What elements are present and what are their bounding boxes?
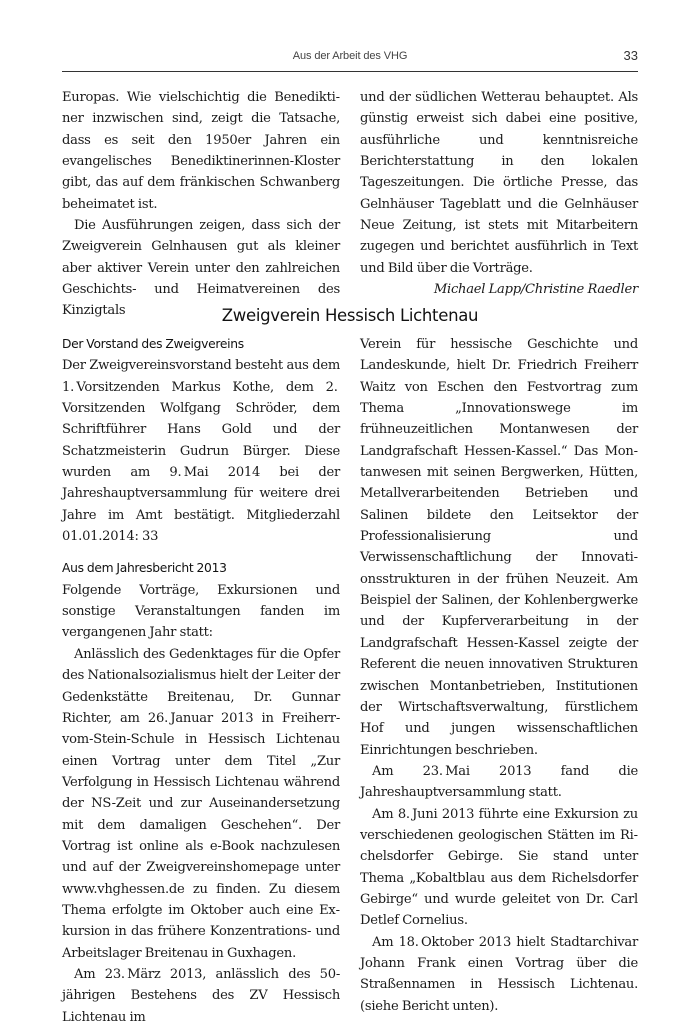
section-title: Zweigverein Hessisch Lichtenau bbox=[221, 305, 479, 325]
running-title: Aus der Arbeit des VHG bbox=[292, 50, 408, 62]
paragraph: Am 23. März 2013, anlässlich des 50-jährigen Bestehens des ZV Hessisch Lichtenau im bbox=[62, 966, 340, 1025]
paragraph: Anlässlich des Gedenktages für die Opfer des Nationalsozialismus hielt der Leiter der Gedenkstätte Breitenau, Dr. Gunnar Richter, am 26. Januar 2013 in Freiherr-vom-Stein-Schule in Hessisch Lichtenau einen Vortrag unter dem Titel „Zur Verfolgung in Hessisch Lichtenau während der NS-Zeit und zur Auseinandersetzung mit dem damaligen Geschehen“. Der Vortrag ist online als e-Book nachzulesen und auf der Zweigvereinshomepage unter www.vhghessen.de zu finden. Zu diesem Thema erfolgte im Oktober auch eine Exkursion in das frühere Konzentrations- und Arbeitslager Breitenau in Guxhagen. bbox=[62, 646, 340, 961]
page-header bbox=[62, 48, 638, 72]
paragraph: Die Ausführungen zeigen, dass sich der Zweigverein Gelnhausen gut als kleiner aber aktiver Verein unter den zahlreichen Geschichts- und Heimatvereinen des Kinzigtals bbox=[62, 218, 340, 319]
paragraph: Der Zweigvereinsvorstand besteht aus dem 1. Vorsitzenden Markus Kothe, dem 2. Vorsitzenden Wolfgang Schröder, dem Schriftführer Hans Gold und der Schatzmeisterin Gudrun Bürger. Diese wurden am 9. Mai 2014 bei der Jahreshauptversammlung für weitere drei Jahre im Amt bestätigt. Mitgliederzahl 01.01.2014: 33 bbox=[62, 358, 340, 545]
section-left-column bbox=[62, 334, 340, 1028]
paragraph: und der südlichen Wetterau behauptet. Als günstig erweist sich dabei eine positive, ausführliche und kenntnisreiche Berichterstattung in den lokalen Tageszeitungen. Die örtliche Presse, das Gelnhäuser Tageblatt und die Gelnhäuser Neue Zeitung, ist stets mit Mitarbeitern zugegen und berichtet ausführlich in Text und Bild über die Vorträge. bbox=[360, 90, 638, 276]
section-right-column bbox=[360, 334, 638, 1017]
page-number: 33 bbox=[623, 48, 638, 63]
paragraph: Am 23. Mai 2013 fand die Jahreshauptversammlung statt. bbox=[360, 763, 638, 801]
subsection-heading-jahresbericht: Aus dem Jahresbericht 2013 bbox=[62, 561, 227, 576]
paragraph: Verein für hessische Geschichte und Landeskunde, hielt Dr. Friedrich Freiherr Waitz von Eschen den Festvortrag zum Thema „Innovationswege im frühneuzeitlichen Montanwesen der Landgrafschaft Hessen-Kassel.“ Das Montanwesen mit seinen Bergwerken, Hütten, Metallverarbeitenden Betrieben und Salinen bildete den Leitsektor der Professionalisierung und Verwissenschaftlichung der Innovationsstrukturen in der frühen Neuzeit. Am Beispiel der Salinen, der Kohlenbergwerke und der Kupferverarbeitung in der Landgrafschaft Hessen-Kassel zeigte der Referent die neuen innovativen Strukturen zwischen Montanbetrieben, Institutionen der Wirtschaftsverwaltung, fürstlichem Hof und jungen wissenschaftlichen Einrichtungen beschrieben. bbox=[360, 337, 638, 758]
author-signature: Michael Lapp/Christine Raedler bbox=[433, 282, 638, 298]
paragraph: Folgende Vorträge, Exkursionen und sonstige Veranstaltungen fanden im vergangenen Jahr statt: bbox=[62, 582, 340, 641]
paragraph: Am 8. Juni 2013 führte eine Exkursion zu verschiedenen geologischen Stätten im Richelsdorfer Gebirge. Sie stand unter Thema „Kobaltblau aus dem Richelsdorfer Gebirge“ und wurde geleitet von Dr. Carl Detlef Cornelius. bbox=[360, 806, 638, 929]
top-left-column bbox=[62, 87, 340, 322]
subsection-heading-vorstand: Der Vorstand des Zweigvereins bbox=[62, 337, 244, 351]
paragraph: Europas. Wie vielschichtig die Benediktiner inzwischen sind, zeigt die Tatsache, dass es seit den 1950er Jahren ein evangelisches Benediktinerinnen-Kloster gibt, das auf dem fränkischen Schwanberg beheimatet ist. bbox=[62, 90, 340, 212]
top-right-column bbox=[360, 87, 638, 300]
paragraph: Am 18. Oktober 2013 hielt Stadtarchivar Johann Frank einen Vortrag über die Straßennamen in Hessisch Lichtenau. (siehe Bericht unten). bbox=[360, 934, 638, 1014]
